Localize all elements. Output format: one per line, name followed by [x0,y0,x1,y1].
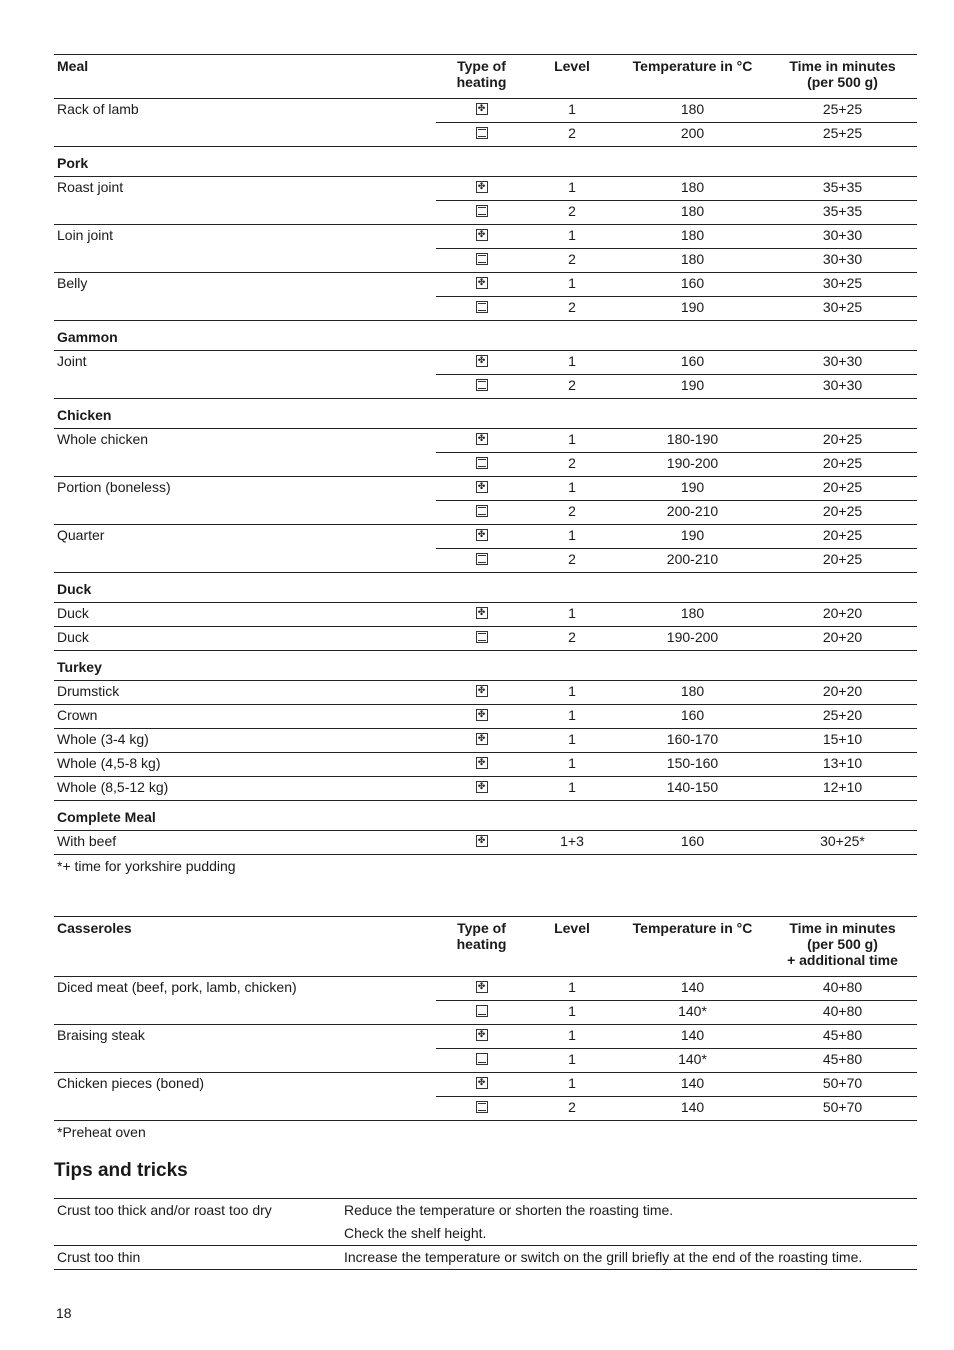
meal-name: Portion (boneless) [57,479,171,495]
meal-roasting-table [54,54,917,881]
tip-remedy: Reduce the temperature or shorten the roasting time. [341,1199,917,1223]
level-value: 2 [527,375,617,399]
heating-cell [436,99,527,123]
time-value: 20+25 [768,453,917,477]
tip-problem: Crust too thin [54,1246,341,1270]
temperature-value: 160 [617,273,768,297]
level-value: 1 [527,603,617,627]
heating-cell [436,1073,527,1097]
time-value: 30+30 [768,225,917,249]
header-text: Level [554,920,590,936]
heating-cell [436,123,527,147]
footnote: *Preheat oven [57,1124,146,1140]
temperature-value: 200-210 [617,549,768,573]
fan-icon [476,481,488,493]
heating-cell [436,831,527,855]
category-row [54,147,917,177]
table-row [54,477,917,501]
table-row [54,603,917,627]
time-value: 50+70 [768,1097,917,1121]
meal-name: Braising steak [57,1027,145,1043]
meal-name: Rack of lamb [57,101,139,117]
time-value: 15+10 [768,729,917,753]
heating-cell [436,705,527,729]
fan-icon [476,607,488,619]
time-value: 25+20 [768,705,917,729]
temperature-value: 200 [617,123,768,147]
header-meal [54,917,436,977]
header-heating [436,917,527,977]
conventional-icon [476,505,488,517]
header-temperature [617,55,768,99]
header-time [768,917,917,977]
fan-icon [476,757,488,769]
header-text: Casseroles [57,920,132,936]
heating-cell [436,603,527,627]
level-value: 1 [527,477,617,501]
meal-name: Belly [57,275,88,291]
level-value: 2 [527,627,617,651]
meal-name [54,1097,436,1121]
tips-table [54,1198,917,1270]
level-value: 1 [527,429,617,453]
table-row [54,123,917,147]
conventional-icon [476,253,488,265]
table-row [54,777,917,801]
heating-cell [436,297,527,321]
category-label: Duck [54,573,917,603]
header-text: Time in minutes [789,58,896,74]
table-row [54,501,917,525]
heating-cell [436,201,527,225]
temperature-value: 190 [617,375,768,399]
meal-name [54,453,436,477]
level-value: 1 [527,753,617,777]
temperature-value: 190 [617,477,768,501]
heating-cell [436,1025,527,1049]
table-header-row [54,917,917,977]
category-row [54,801,917,831]
meal-name: Crown [54,705,436,729]
time-value: 50+70 [768,1073,917,1097]
tip-row [54,1199,917,1223]
fan-icon [476,355,488,367]
temperature-value: 190 [617,525,768,549]
table-row [54,177,917,201]
table-row [54,249,917,273]
heating-cell [436,375,527,399]
meal-name [54,249,436,273]
table-row [54,1049,917,1073]
header-heating [436,55,527,99]
meal-name: Quarter [57,527,105,543]
fan-icon [476,277,488,289]
time-value: 20+25 [768,525,917,549]
table-row [54,753,917,777]
meal-name: With beef [54,831,436,855]
fan-icon [476,835,488,847]
heating-cell [436,477,527,501]
meal-name: Duck [54,627,436,651]
table-row [54,1073,917,1097]
time-value: 45+80 [768,1025,917,1049]
conventional-icon [476,205,488,217]
table-row [54,977,917,1001]
meal-name: Drumstick [54,681,436,705]
table-row [54,627,917,651]
time-value: 30+25* [768,831,917,855]
time-value: 30+25 [768,297,917,321]
temperature-value: 160-170 [617,729,768,753]
table-row [54,273,917,297]
level-value: 2 [527,297,617,321]
time-value: 40+80 [768,1001,917,1025]
time-value: 20+20 [768,603,917,627]
header-text: heating [456,936,507,952]
conventional-icon [476,457,488,469]
heating-cell [436,1001,527,1025]
header-level [527,55,617,99]
level-value: 1 [527,777,617,801]
category-row [54,573,917,603]
meal-name: Whole (4,5-8 kg) [54,753,436,777]
time-value: 20+20 [768,627,917,651]
table-row [54,225,917,249]
page-number: 18 [56,1305,72,1321]
table-row [54,705,917,729]
heating-cell [436,1097,527,1121]
temperature-value: 190 [617,297,768,321]
temperature-value: 140 [617,1073,768,1097]
table-row [54,297,917,321]
time-value: 20+20 [768,681,917,705]
level-value: 2 [527,201,617,225]
fan-icon [476,181,488,193]
meal-name: Roast joint [57,179,124,195]
time-value: 30+30 [768,249,917,273]
table-row [54,1001,917,1025]
meal-name [54,1001,436,1025]
table-row [54,453,917,477]
level-value: 1 [527,1001,617,1025]
tip-problem: Crust too thick and/or roast too dry [54,1199,341,1223]
level-value: 2 [527,549,617,573]
header-text: Temperature in °C [632,58,753,74]
fan-icon [476,1077,488,1089]
category-row [54,399,917,429]
temperature-value: 160 [617,705,768,729]
table-row [54,351,917,375]
heating-cell [436,225,527,249]
level-value: 1 [527,177,617,201]
meal-name: Whole (8,5-12 kg) [54,777,436,801]
meal-name: Joint [57,353,87,369]
conventional-icon [476,1101,488,1113]
heating-cell [436,777,527,801]
header-time [768,55,917,99]
temperature-value: 160 [617,831,768,855]
temperature-value: 180 [617,201,768,225]
level-value: 1 [527,1049,617,1073]
heating-cell [436,177,527,201]
table-row [54,1025,917,1049]
meal-name [54,549,436,573]
header-text: Type of [457,920,506,936]
heating-cell [436,273,527,297]
time-value: 35+35 [768,201,917,225]
time-value: 30+30 [768,351,917,375]
tip-remedy: Check the shelf height. [344,1225,487,1241]
temperature-value: 180 [617,681,768,705]
temperature-value: 180 [617,249,768,273]
level-value: 2 [527,501,617,525]
conventional-icon [476,301,488,313]
table-row [54,681,917,705]
time-value: 25+25 [768,123,917,147]
level-value: 1 [527,99,617,123]
time-value: 20+25 [768,501,917,525]
time-value: 45+80 [768,1049,917,1073]
time-value: 40+80 [768,977,917,1001]
temperature-value: 180 [617,225,768,249]
tip-row [54,1246,917,1270]
heating-cell [436,753,527,777]
table-row [54,831,917,855]
time-value: 30+25 [768,273,917,297]
fan-icon [476,981,488,993]
level-value: 1 [527,681,617,705]
heating-cell [436,1049,527,1073]
time-value: 12+10 [768,777,917,801]
header-text: heating [456,74,507,90]
temperature-value: 180 [617,99,768,123]
time-value: 13+10 [768,753,917,777]
temperature-value: 160 [617,351,768,375]
fan-icon [476,229,488,241]
header-temperature [617,917,768,977]
header-text: Time in minutes [789,920,896,936]
meal-name [54,375,436,399]
temperature-value: 180-190 [617,429,768,453]
fan-icon [476,433,488,445]
category-label: Turkey [54,651,917,681]
temperature-value: 140* [617,1001,768,1025]
tip-row [54,1222,917,1246]
level-value: 1 [527,977,617,1001]
temperature-value: 140 [617,977,768,1001]
category-label: Pork [54,147,917,177]
header-text: Temperature in °C [632,920,753,936]
time-value: 20+25 [768,477,917,501]
table-row [54,201,917,225]
level-value: 1 [527,225,617,249]
meal-name: Diced meat (beef, pork, lamb, chicken) [57,979,297,995]
heating-cell [436,525,527,549]
meal-name [54,201,436,225]
table-row [54,549,917,573]
temperature-value: 180 [617,603,768,627]
meal-name [54,1049,436,1073]
heating-cell [436,549,527,573]
heating-cell [436,453,527,477]
level-value: 1 [527,1025,617,1049]
conventional-icon [476,379,488,391]
tip-problem [54,1222,341,1246]
table-row [54,525,917,549]
time-value: 20+25 [768,429,917,453]
fan-icon [476,103,488,115]
fan-icon [476,733,488,745]
temperature-value: 140* [617,1049,768,1073]
category-label: Complete Meal [54,801,917,831]
footnote: *+ time for yorkshire pudding [57,858,236,874]
category-row [54,651,917,681]
fan-icon [476,1029,488,1041]
header-text: Type of [457,58,506,74]
footnote-row [54,1121,917,1147]
level-value: 1 [527,729,617,753]
temperature-value: 180 [617,177,768,201]
temperature-value: 200-210 [617,501,768,525]
time-value: 30+30 [768,375,917,399]
table-row [54,1097,917,1121]
header-text: Meal [57,58,89,74]
tip-remedy: Increase the temperature or switch on the grill briefly at the end of the roasting time. [341,1246,917,1270]
header-text: Level [554,58,590,74]
time-value: 20+25 [768,549,917,573]
level-value: 1 [527,705,617,729]
heating-cell [436,977,527,1001]
meal-name [54,501,436,525]
heating-cell [436,501,527,525]
header-text: (per 500 g) [807,74,878,90]
heating-cell [436,729,527,753]
temperature-value: 190-200 [617,453,768,477]
level-value: 1 [527,1073,617,1097]
meal-name: Loin joint [57,227,114,243]
meal-name: Chicken pieces (boned) [57,1075,205,1091]
temperature-value: 140-150 [617,777,768,801]
meal-name: Whole chicken [57,431,149,447]
table-row [54,99,917,123]
fan-icon [476,685,488,697]
level-value: 1 [527,351,617,375]
meal-name: Duck [54,603,436,627]
heating-cell [436,627,527,651]
conventional-icon [476,553,488,565]
level-value: 2 [527,453,617,477]
tips-heading: Tips and tricks [54,1160,188,1181]
level-value: 1 [527,525,617,549]
level-value: 1+3 [527,831,617,855]
table-row [54,429,917,453]
casseroles-table [54,916,917,1147]
heating-cell [436,249,527,273]
fan-icon [476,529,488,541]
conventional-icon [476,631,488,643]
category-label: Gammon [54,321,917,351]
level-value: 2 [527,1097,617,1121]
table-row [54,729,917,753]
header-level [527,917,617,977]
table-row [54,375,917,399]
footnote-row [54,855,917,881]
temperature-value: 190-200 [617,627,768,651]
header-text: + additional time [787,952,898,968]
level-value: 1 [527,273,617,297]
meal-name: Whole (3-4 kg) [54,729,436,753]
fan-icon [476,709,488,721]
temperature-value: 140 [617,1097,768,1121]
time-value: 25+25 [768,99,917,123]
header-text: (per 500 g) [807,936,878,952]
level-value: 2 [527,123,617,147]
fan-icon [476,781,488,793]
meal-name [54,123,436,147]
level-value: 2 [527,249,617,273]
time-value: 35+35 [768,177,917,201]
heating-cell [436,351,527,375]
temperature-value: 150-160 [617,753,768,777]
meal-name [54,297,436,321]
heating-cell [436,681,527,705]
conventional-icon [476,127,488,139]
bottom-heat-icon [476,1005,488,1017]
header-meal [54,55,436,99]
bottom-heat-icon [476,1053,488,1065]
table-header-row [54,55,917,99]
heating-cell [436,429,527,453]
category-row [54,321,917,351]
category-label: Chicken [54,399,917,429]
temperature-value: 140 [617,1025,768,1049]
